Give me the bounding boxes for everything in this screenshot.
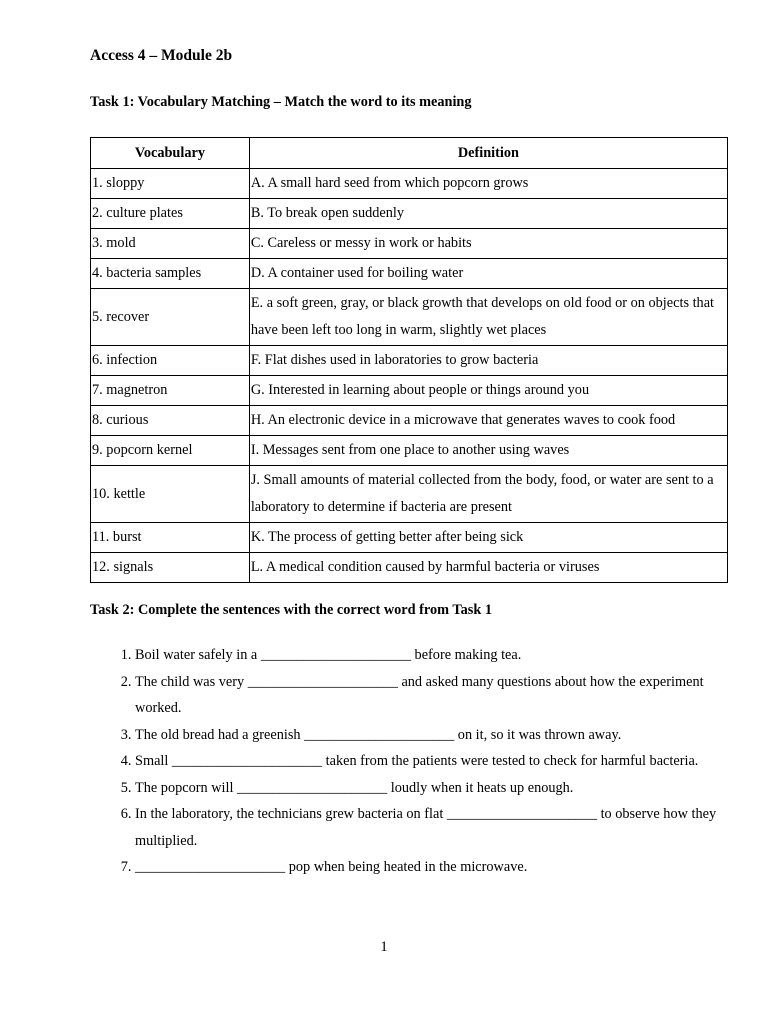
vocab-word: 1. sloppy: [91, 169, 250, 199]
table-row: [91, 553, 728, 583]
list-item: 6. In the laboratory, the technicians grew bacteria on flat _____________________ to observe how they multiplied.: [135, 801, 730, 854]
vocab-definition: H. An electronic device in a microwave that generates waves to cook food: [249, 406, 727, 436]
list-item: 7. _____________________ pop when being heated in the microwave.: [135, 854, 730, 881]
list-item: 1. Boil water safely in a _____________________ before making tea.: [135, 642, 730, 669]
table-row: [91, 289, 728, 346]
vocab-definition: F. Flat dishes used in laboratories to grow bacteria: [249, 346, 727, 376]
vocab-definition: K. The process of getting better after being sick: [249, 523, 727, 553]
table-row: [91, 436, 728, 466]
vocab-word: 8. curious: [91, 406, 250, 436]
list-item: 2. The child was very _____________________ and asked many questions about how the experiment worked.: [135, 669, 730, 722]
table-row: [91, 169, 728, 199]
vocab-definition: A. A small hard seed from which popcorn grows: [249, 169, 727, 199]
vocab-word: 11. burst: [91, 523, 250, 553]
vocab-definition: B. To break open suddenly: [249, 199, 727, 229]
table-row: [91, 199, 728, 229]
list-item: 4. Small _____________________ taken from the patients were tested to check for harmful bacteria.: [135, 748, 730, 775]
table-header-row: [91, 138, 728, 169]
table-row: [91, 229, 728, 259]
table-row: [91, 376, 728, 406]
column-header-definition: Definition: [249, 138, 727, 169]
vocab-word: 6. infection: [91, 346, 250, 376]
vocab-definition: I. Messages sent from one place to another using waves: [249, 436, 727, 466]
vocab-word: 10. kettle: [91, 466, 250, 523]
vocab-word: 4. bacteria samples: [91, 259, 250, 289]
vocab-word: 7. magnetron: [91, 376, 250, 406]
vocab-definition: C. Careless or messy in work or habits: [249, 229, 727, 259]
vocabulary-table: [90, 137, 728, 583]
vocab-word: 9. popcorn kernel: [91, 436, 250, 466]
vocab-definition: D. A container used for boiling water: [249, 259, 727, 289]
list-item: 5. The popcorn will _____________________ loudly when it heats up enough.: [135, 775, 730, 802]
table-row: [91, 406, 728, 436]
page-number: 1: [380, 939, 388, 955]
vocab-word: 5. recover: [91, 289, 250, 346]
task2-heading: Task 2: Complete the sentences with the correct word from Task 1: [90, 602, 493, 618]
page-title: Access 4 – Module 2b: [90, 47, 233, 64]
list-item: 3. The old bread had a greenish _____________________ on it, so it was thrown away.: [135, 722, 730, 749]
table-row: [91, 466, 728, 523]
vocab-definition: G. Interested in learning about people or things around you: [249, 376, 727, 406]
sentence-list: [90, 642, 730, 881]
vocab-definition: L. A medical condition caused by harmful bacteria or viruses: [249, 553, 727, 583]
vocab-definition: J. Small amounts of material collected from the body, food, or water are sent to a laboratory to determine if bacteria are present: [249, 466, 727, 523]
vocab-word: 3. mold: [91, 229, 250, 259]
task1-heading: Task 1: Vocabulary Matching – Match the word to its meaning: [90, 94, 472, 110]
table-row: [91, 346, 728, 376]
vocab-word: 12. signals: [91, 553, 250, 583]
vocab-definition: E. a soft green, gray, or black growth that develops on old food or on objects that have been left too long in warm, slightly wet places: [249, 289, 727, 346]
vocab-word: 2. culture plates: [91, 199, 250, 229]
column-header-vocabulary: Vocabulary: [91, 138, 250, 169]
table-row: [91, 259, 728, 289]
table-row: [91, 523, 728, 553]
